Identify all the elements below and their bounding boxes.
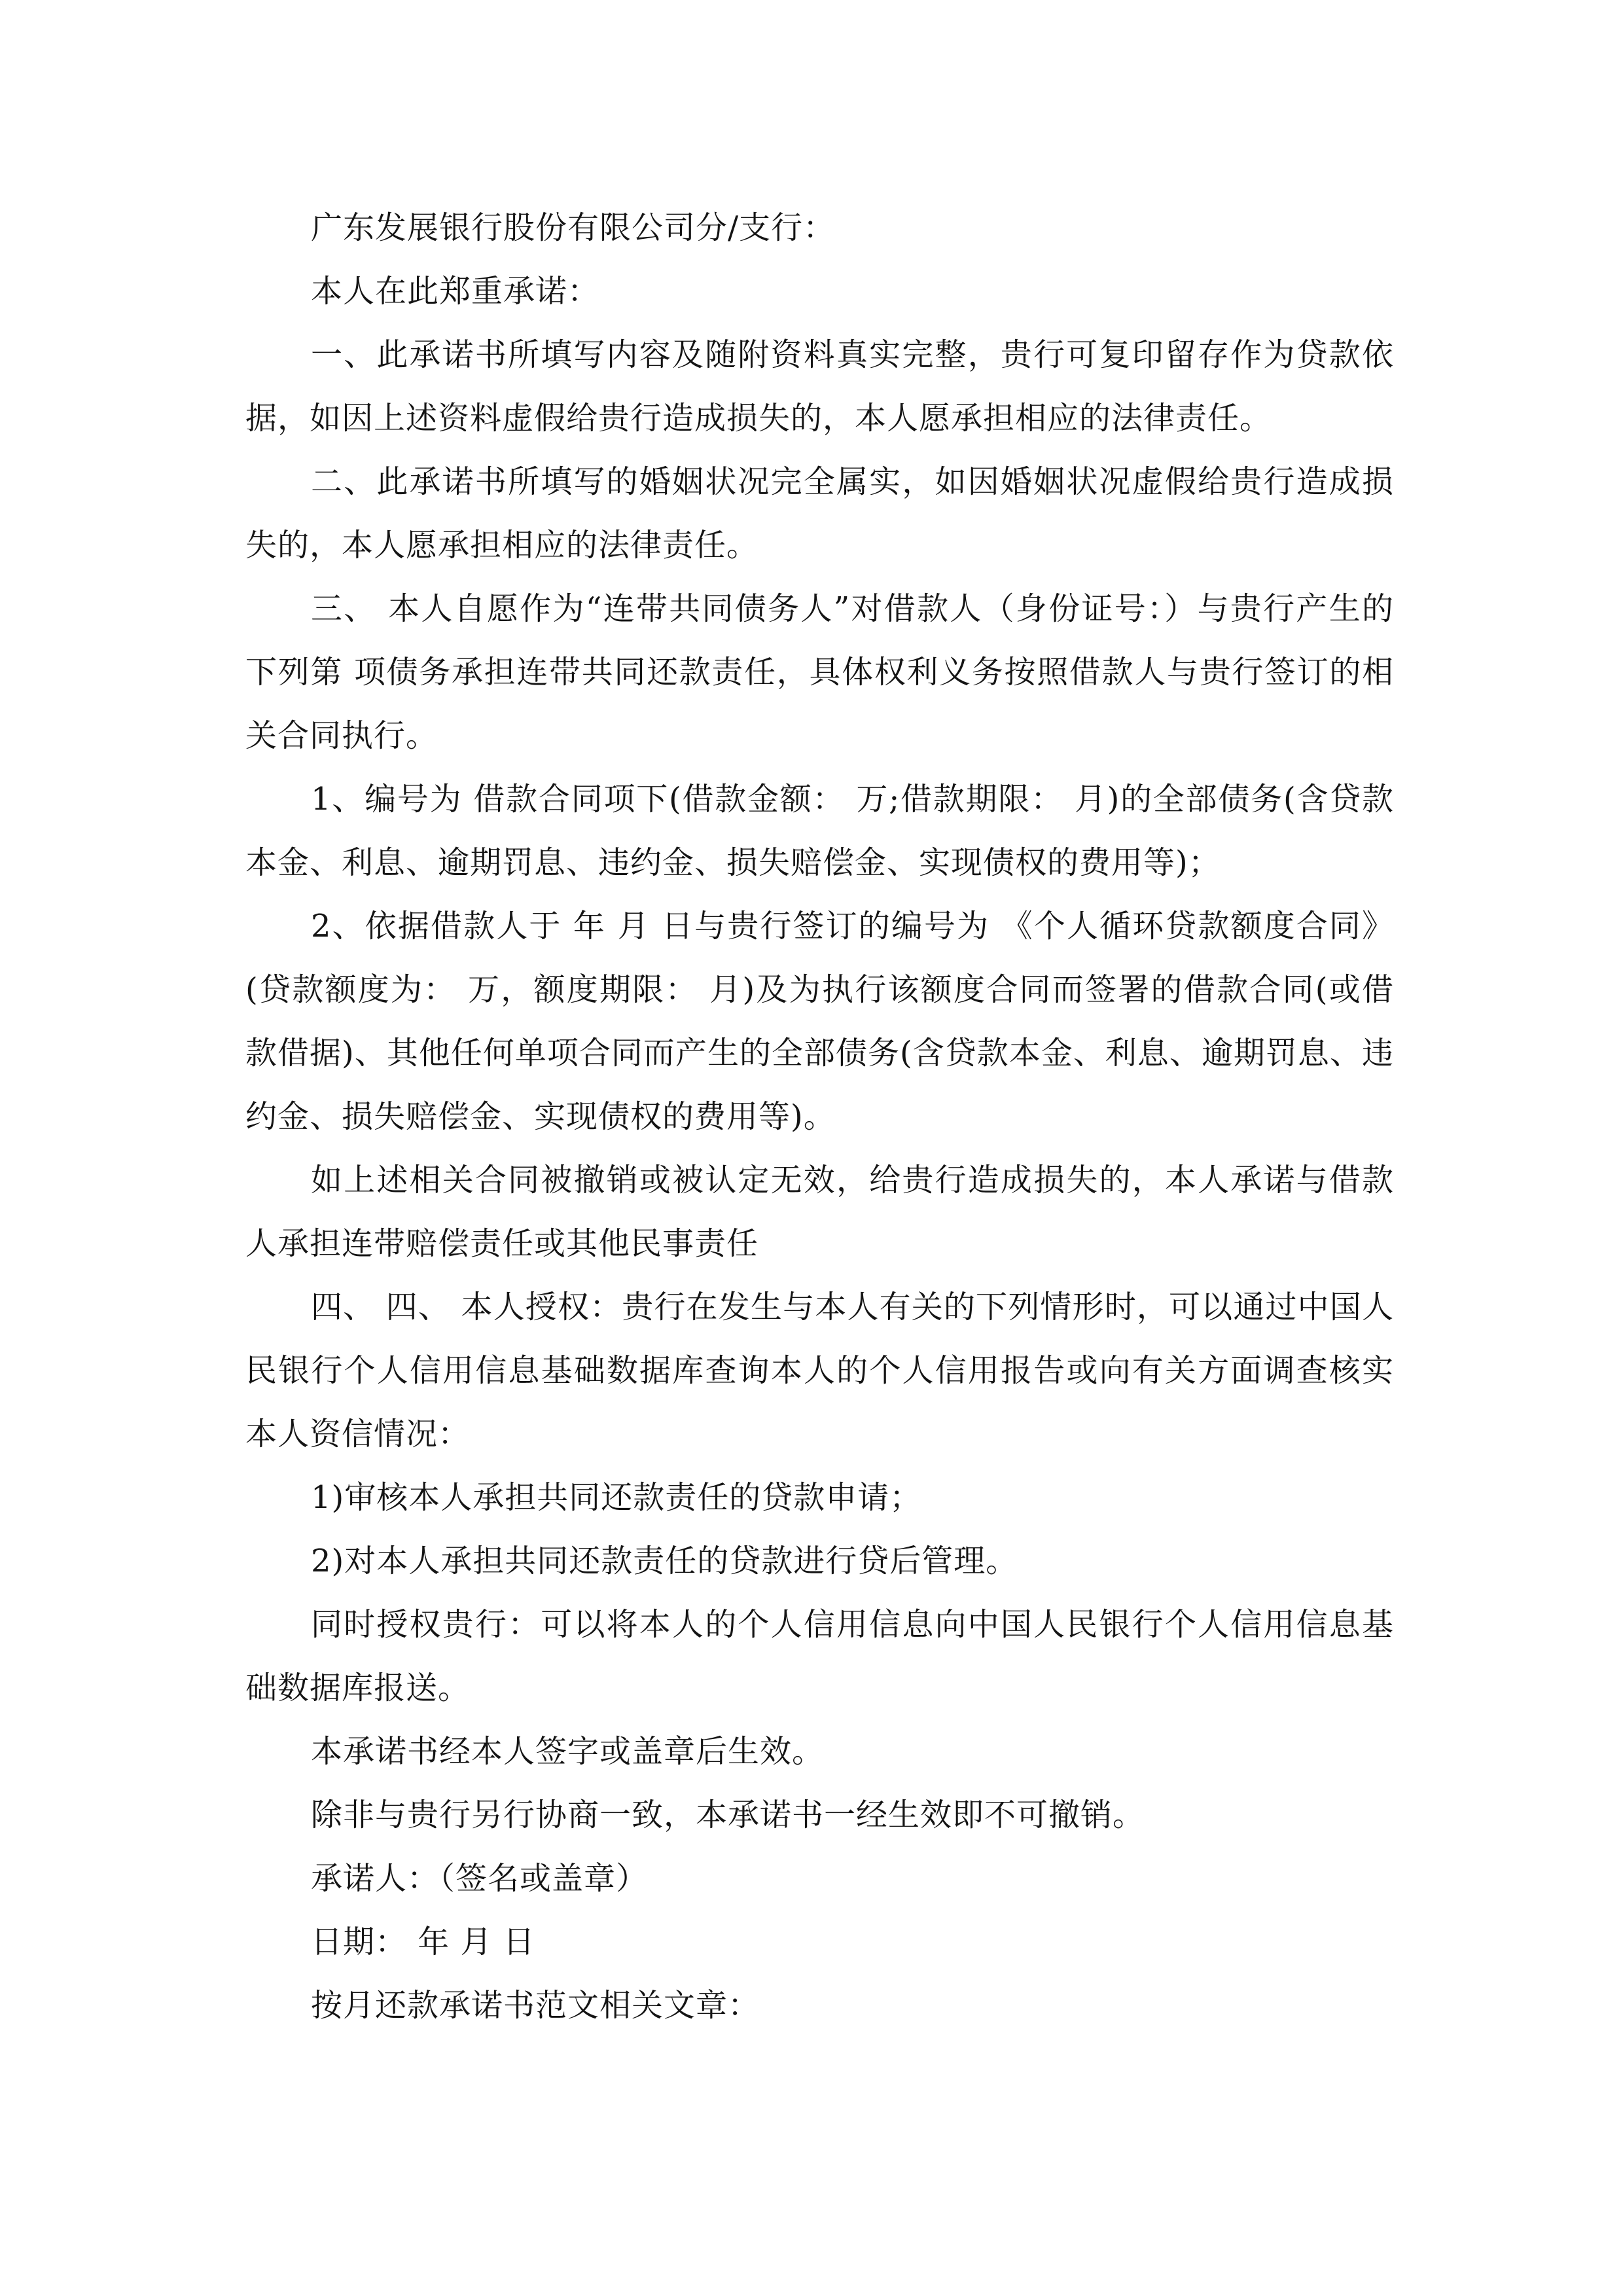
clause-4: 四、 四、 本人授权：贵行在发生与本人有关的下列情形时，可以通过中国人民银行个人信用信息基础数据库查询本人的个人信用报告或向有关方面调查核实本人资信情况：	[245, 1289, 1394, 1452]
clause-2: 二、此承诺书所填写的婚姻状况完全属实，如因婚姻状况虚假给贵行造成损失的，本人愿承担相应的法律责任。	[245, 463, 1394, 564]
date-line: 日期： 年 月 日	[311, 1924, 535, 1960]
document-body	[245, 196, 1394, 2037]
clause-4-item-2: 2)对本人承担共同还款责任的贷款进行贷后管理。	[311, 1543, 1018, 1579]
irrevocable-clause: 除非与贵行另行协商一致，本承诺书一经生效即不可撤销。	[311, 1797, 1145, 1833]
effective-clause: 本承诺书经本人签字或盖章后生效。	[311, 1733, 825, 1770]
clause-3-item-1: 1、编号为 借款合同项下(借款金额： 万;借款期限： 月)的全部债务(含贷款本金、利息、逾期罚息、违约金、损失赔偿金、实现债权的费用等)；	[245, 781, 1394, 881]
salutation: 广东发展银行股份有限公司分/支行：	[311, 209, 836, 246]
signature-line: 承诺人：（签名或盖章）	[311, 1860, 649, 1897]
related-articles-heading: 按月还款承诺书范文相关文章：	[311, 1987, 760, 2024]
authorization-report: 同时授权贵行：可以将本人的个人信用信息向中国人民银行个人信用信息基础数据库报送。	[245, 1606, 1394, 1706]
clause-3-item-2: 2、依据借款人于 年 月 日与贵行签订的编号为 《个人循环贷款额度合同》(贷款额度为： 万，额度期限： 月)及为执行该额度合同而签署的借款合同(或借款借据)、其他任何单项合同而产生的全部债务(含贷款本金、利息、逾期罚息、违约金、损失赔偿金、实现债权的费用等)。	[245, 908, 1394, 1135]
opening-statement: 本人在此郑重承诺：	[311, 273, 600, 310]
clause-3: 三、 本人自愿作为“连带共同债务人”对借款人（身份证号：）与贵行产生的下列第 项债务承担连带共同还款责任，具体权利义务按照借款人与贵行签订的相关合同执行。	[245, 590, 1394, 754]
clause-3-invalidity: 如上述相关合同被撤销或被认定无效，给贵行造成损失的，本人承诺与借款人承担连带赔偿责任或其他民事责任	[245, 1162, 1394, 1262]
clause-1: 一、此承诺书所填写内容及随附资料真实完整，贵行可复印留存作为贷款依据，如因上述资料虚假给贵行造成损失的，本人愿承担相应的法律责任。	[245, 336, 1394, 437]
clause-4-item-1: 1)审核本人承担共同还款责任的贷款申请；	[311, 1479, 922, 1516]
